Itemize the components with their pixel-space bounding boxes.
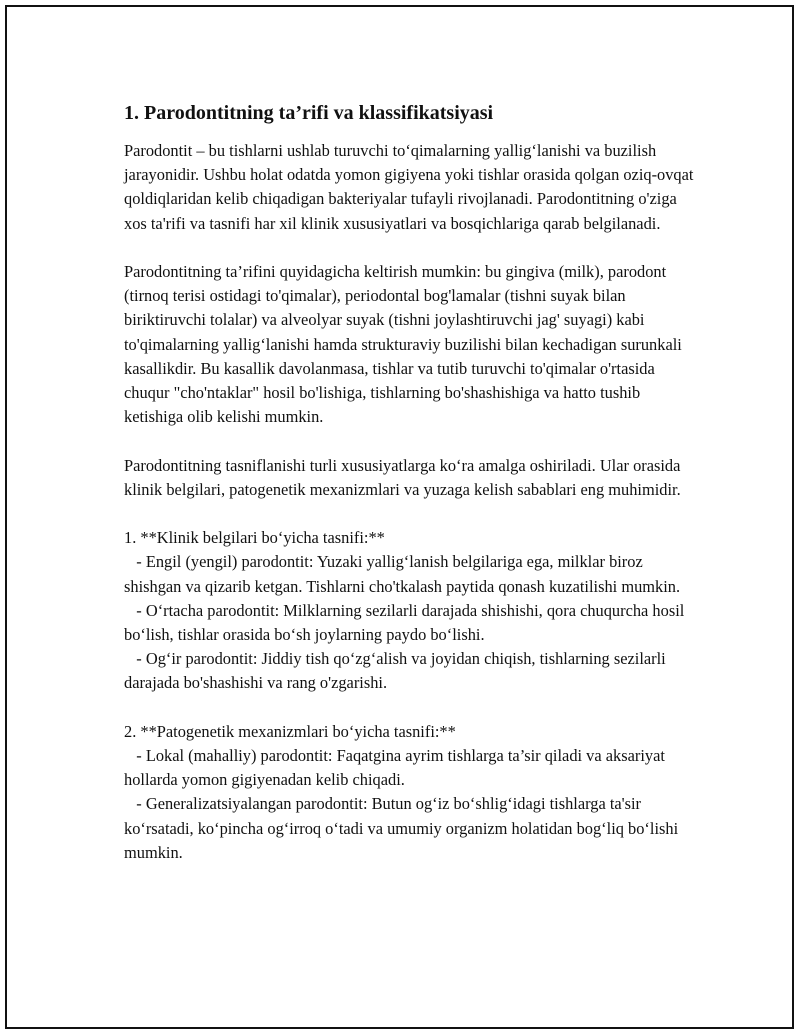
page-frame [5,5,794,1029]
paragraph-definition-detail: Parodontitning ta’rifini quyidagicha keltirish mumkin: bu gingiva (milk), parodont (tirnoq terisi ostidagi to'qimalar), periodontal bog'lamalar (tishni suyak bilan biriktiruvchi tolalar) va alveolyar suyak (tishni joylashtiruvchi jag' suyagi) kabi to'qimalarning yallig‘lanishi hamda strukturaviy buzilishi bilan kechadigan surunkali kasallikdir. Bu kasallik davolanmasa, tishlar va tutib turuvchi to'qimalar o'rtasida chuqur "cho'ntaklar" hosil bo'lishiga, tishlarning bo'shashishiga va hatto tushib ketishiga olib kelishi mumkin. [124,262,682,427]
section-clinical-signs [124,526,694,695]
document-body [124,99,694,889]
list-item-generalized: - Generalizatsiyalangan parodontit: Butun og‘iz bo‘shlig‘idagi tishlarga ta'sir ko‘rsatadi, ko‘pincha og‘irroq o‘tadi va umumiy organizm holatidan bog‘liq bo‘lishi mumkin. [124,794,679,862]
section-heading-pathogenetic: 2. **Patogenetik mexanizmlari bo‘yicha tasnifi:** [124,721,456,741]
list-item-local: - Lokal (mahalliy) parodontit: Faqatgina ayrim tishlarga ta’sir qiladi va aksariyat hollarda yomon gigiyenadan kelib chiqadi. [124,746,665,790]
list-item-moderate: - O‘rtacha parodontit: Milklarning sezilarli darajada shishishi, qora chuqurcha hosil bo‘lish, tishlar orasida bo‘sh joylarning paydo bo‘lishi. [124,600,685,645]
paragraph-definition-intro: Parodontit – bu tishlarni ushlab turuvchi to‘qimalarning yallig‘lanishi va buzilish jarayonidir. Ushbu holat odatda yomon gigiyena yoki tishlar orasida qolgan oziq-ovqat qoldiqlaridan kelib chiqadigan bakteriyalar tufayli rivojlanadi. Parodontitning o'ziga xos ta'rifi va tasnifi har xil klinik xususiyatlari va bosqichlariga qarab belgilanadi. [124,141,694,233]
document-title: 1. Parodontitning ta’rifi va klassifikatsiyasi [124,102,494,124]
list-item-severe: - Og‘ir parodontit: Jiddiy tish qo‘zg‘alish va joyidan chiqish, tishlarning sezilarli darajada bo'shashishi va rang o'zgarishi. [124,649,666,693]
section-heading-clinical: 1. **Klinik belgilari bo‘yicha tasnifi:** [124,528,385,548]
paragraph-classification-intro: Parodontitning tasniflanishi turli xususiyatlarga ko‘ra amalga oshiriladi. Ular orasida klinik belgilari, patogenetik mexanizmlari va yuzaga kelish sabablari eng muhimidir. [124,455,681,499]
list-item-mild: - Engil (yengil) parodontit: Yuzaki yallig‘lanish belgilariga ega, milklar biroz shishgan va qizarib ketgan. Tishlarni cho'tkalash paytida qonash kuzatilishi mumkin. [124,552,681,596]
section-pathogenetic [124,720,694,865]
